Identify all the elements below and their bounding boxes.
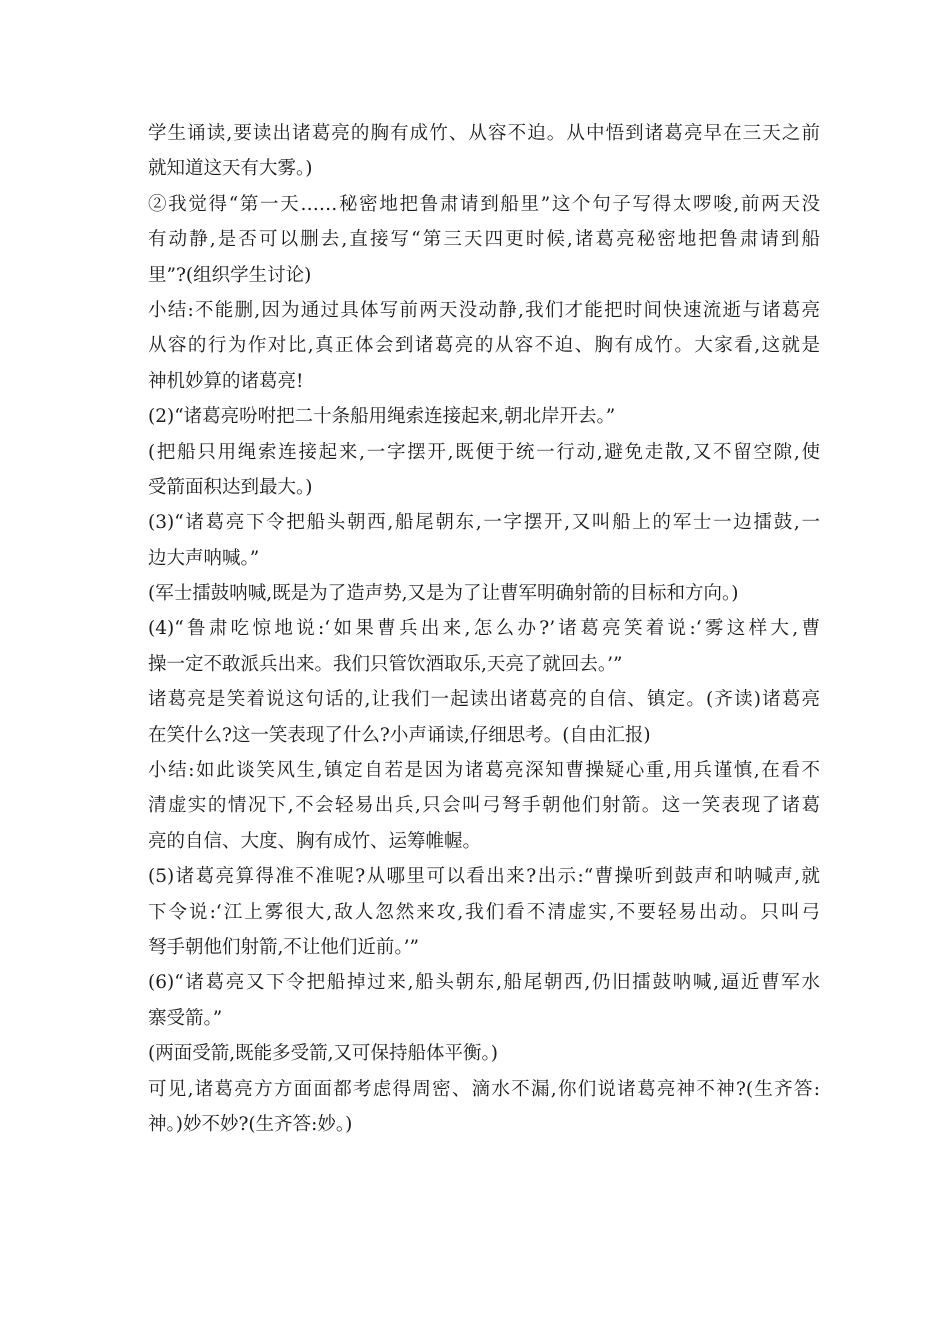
text-line: 学生诵读,要读出诸葛亮的胸有成竹、从容不迫。从中悟到诸葛亮早在三天之前 bbox=[148, 123, 820, 144]
text-line: (4)“鲁肃吃惊地说:‘如果曹兵出来,怎么办?’诸葛亮笑着说:‘雾这样大,曹 bbox=[148, 618, 820, 640]
text-line: 弩手朝他们射箭,不让他们近前。’” bbox=[148, 936, 419, 958]
text-line: 受箭面积达到最大。) bbox=[148, 476, 313, 498]
text-line: ②我觉得“第一天……秘密地把鲁肃请到船里”这个句子写得太啰唆,前两天没 bbox=[148, 193, 820, 215]
text-line: 操一定不敢派兵出来。我们只管饮酒取乐,天亮了就回去。’” bbox=[148, 653, 623, 675]
text-line: (军士擂鼓呐喊,既是为了造声势,又是为了让曹军明确射箭的目标和方向。) bbox=[148, 583, 739, 605]
text-line: 就知道这天有大雾。) bbox=[148, 158, 313, 180]
text-line: 亮的自信、大度、胸有成竹、运筹帷幄。 bbox=[148, 830, 482, 852]
text-line: 清虚实的情况下,不会轻易出兵,只会叫弓弩手朝他们射箭。这一笑表现了诸葛 bbox=[148, 795, 820, 817]
text-line: (把船只用绳索连接起来,一字摆开,既便于统一行动,避免走散,又不留空隙,使 bbox=[148, 441, 820, 463]
text-line: 里”?(组织学生讨论) bbox=[148, 264, 312, 286]
text-line: 小结:如此谈笑风生,镇定自若是因为诸葛亮深知曹操疑心重,用兵谨慎,在看不 bbox=[148, 760, 820, 782]
text-line: 神机妙算的诸葛亮! bbox=[148, 370, 304, 392]
document-body bbox=[148, 116, 820, 1142]
text-line: 在笑什么?这一笑表现了什么?小声诵读,仔细思考。(自由汇报) bbox=[148, 724, 651, 746]
text-line: (3)“诸葛亮下令把船头朝西,船尾朝东,一字摆开,又叫船上的军士一边擂鼓,一 bbox=[148, 512, 820, 534]
text-line: 边大声呐喊。” bbox=[148, 547, 260, 569]
text-line: (两面受箭,既能多受箭,又可保持船体平衡。) bbox=[148, 1043, 498, 1065]
text-line: (2)“诸葛亮吩咐把二十条船用绳索连接起来,朝北岸开去。” bbox=[148, 406, 616, 428]
text-line: 下令说:‘江上雾很大,敌人忽然来攻,我们看不清虚实,不要轻易出动。只叫弓 bbox=[148, 901, 820, 923]
text-line: 小结:不能删,因为通过具体写前两天没动静,我们才能把时间快速流逝与诸葛亮 bbox=[148, 299, 820, 321]
text-line: 神。)妙不妙?(生齐答:妙。) bbox=[148, 1113, 353, 1135]
text-line: 从容的行为作对比,真正体会到诸葛亮的从容不迫、胸有成竹。大家看,这就是 bbox=[148, 335, 820, 357]
text-line: 有动静,是否可以删去,直接写“第三天四更时候,诸葛亮秘密地把鲁肃请到船 bbox=[148, 229, 820, 251]
text-line: 诸葛亮是笑着说这句话的,让我们一起读出诸葛亮的自信、镇定。(齐读)诸葛亮 bbox=[148, 689, 820, 711]
text-line: (6)“诸葛亮又下令把船掉过来,船头朝东,船尾朝西,仍旧擂鼓呐喊,逼近曹军水 bbox=[148, 972, 820, 994]
text-line: 可见,诸葛亮方方面面都考虑得周密、滴水不漏,你们说诸葛亮神不神?(生齐答: bbox=[148, 1078, 820, 1100]
text-line: 寨受箭。” bbox=[148, 1007, 223, 1029]
text-line: (5)诸葛亮算得准不准呢?从哪里可以看出来?出示:“曹操听到鼓声和呐喊声,就 bbox=[148, 866, 820, 888]
